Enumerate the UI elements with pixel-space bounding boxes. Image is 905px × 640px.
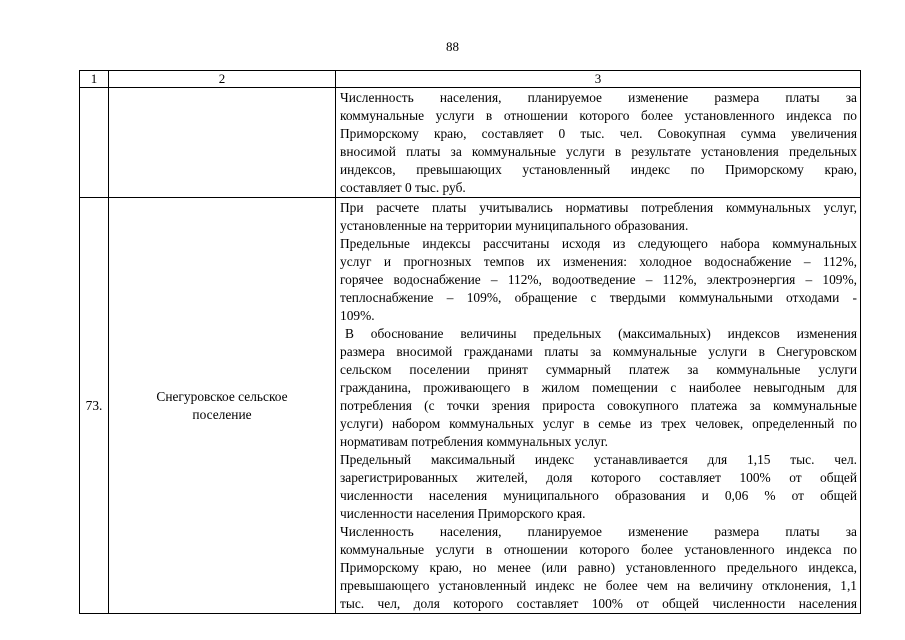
text-line: тыс. чел, доля которого составляет 100% от общей численности населения bbox=[340, 596, 857, 611]
text-line: сельском поселении принят суммарный платеж за коммунальные услуги bbox=[340, 362, 857, 377]
text-line: размера вносимой гражданами платы за коммунальные услуги в Снегуровском bbox=[340, 344, 857, 359]
text-line: установленные на территории муниципального образования. bbox=[340, 218, 689, 233]
text-line: При расчете платы учитывались нормативы потребления коммунальных услуг, bbox=[340, 200, 857, 215]
description-cell bbox=[336, 198, 861, 614]
text-line: гражданина, проживающего в жилом помещении с наиболее невыгодным для bbox=[340, 380, 857, 395]
text-line: превышающего установленный индекс не более чем на величину отклонения, 1,1 bbox=[340, 578, 857, 593]
text-line: нормативам потребления коммунальных услуг. bbox=[340, 434, 609, 449]
text-line: Предельные индексы рассчитаны исходя из следующего набора коммунальных bbox=[340, 236, 857, 251]
municipality-name-cell bbox=[109, 198, 336, 614]
column-header-3: 3 bbox=[336, 71, 861, 88]
municipality-name-cell bbox=[109, 88, 336, 198]
text-line: Предельный максимальный индекс устанавливается для 1,15 тыс. чел. bbox=[340, 452, 857, 467]
municipality-name-line: поселение bbox=[192, 406, 252, 422]
row-number-cell: 73. bbox=[80, 198, 109, 614]
text-line: вносимой платы за коммунальные услуги в результате установления предельных bbox=[340, 144, 857, 159]
text-line: 109%. bbox=[340, 308, 375, 323]
text-line: коммунальные услуги в отношении которого более установленного индекса по bbox=[340, 542, 857, 557]
text-line: составляет 0 тыс. руб. bbox=[340, 180, 466, 195]
description-cell bbox=[336, 88, 861, 198]
text-line: теплоснабжение – 109%, обращение с твердыми коммунальными отходами - bbox=[340, 290, 857, 305]
text-line: индексов, превышающих установленный индекс по Приморскому краю, bbox=[340, 162, 857, 177]
table-header-row bbox=[80, 71, 861, 88]
text-line: Приморскому краю, но менее (или равно) установленного предельного индекса, bbox=[340, 560, 857, 575]
text-line: В обоснование величины предельных (максимальных) индексов изменения bbox=[345, 326, 857, 341]
municipality-name-line: Снегуровское сельское bbox=[156, 388, 288, 404]
document-table bbox=[79, 70, 861, 614]
table-row bbox=[80, 198, 861, 614]
text-line: Численность населения, планируемое изменение размера платы за bbox=[340, 90, 857, 105]
column-header-1: 1 bbox=[80, 71, 109, 88]
text-line: Приморскому краю, составляет 0 тыс. чел. Совокупная сумма увеличения bbox=[340, 126, 857, 141]
text-line: горячее водоснабжение – 112%, водоотведение – 112%, электроэнергия – 109%, bbox=[340, 272, 857, 287]
text-line: зарегистрированных жителей, доля которого составляет 100% от общей bbox=[340, 470, 857, 485]
text-line: численности населения Приморского края. bbox=[340, 506, 586, 521]
row-number-cell bbox=[80, 88, 109, 198]
text-line: коммунальные услуги в отношении которого более установленного индекса по bbox=[340, 108, 857, 123]
text-line: численности населения муниципального образования и 0,06 % от общей bbox=[340, 488, 857, 503]
table-row bbox=[80, 88, 861, 198]
text-line: услуг и прогнозных темпов их изменения: холодное водоснабжение – 112%, bbox=[340, 254, 857, 269]
page-number: 88 bbox=[446, 39, 459, 54]
text-line: услуги) набором коммунальных услуг в семье из трех человек, определенный по bbox=[340, 416, 857, 431]
column-header-2: 2 bbox=[109, 71, 336, 88]
text-line: потребления (с точки зрения прироста совокупного платежа за коммунальные bbox=[340, 398, 857, 413]
text-line: Численность населения, планируемое изменение размера платы за bbox=[340, 524, 857, 539]
